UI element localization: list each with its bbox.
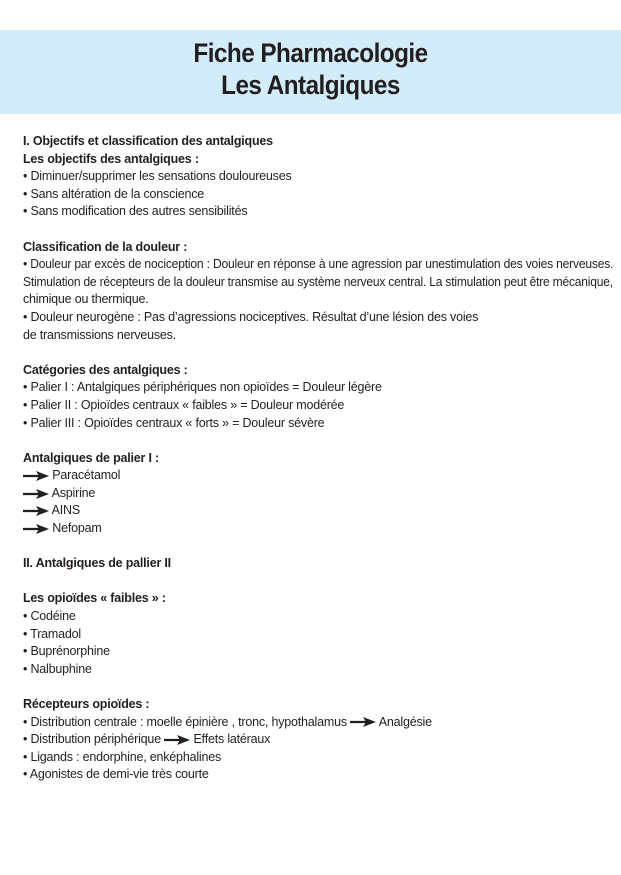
arrow-right-icon (23, 471, 49, 481)
list-item (23, 485, 613, 503)
list-item: • Buprénorphine (23, 644, 110, 659)
list-item (23, 714, 613, 732)
list-item (23, 731, 613, 749)
list-item: • Agonistes de demi-vie très courte (23, 767, 209, 782)
section-heading: II. Antalgiques de pallier II (23, 556, 171, 571)
title-banner (0, 30, 621, 114)
list-item: • Nalbuphine (23, 661, 92, 676)
paragraph-line: Stimulation de récepteurs de la douleur transmise au système nerveux central. La stimulation peut être mécanique, (23, 274, 613, 289)
list-item-label: Aspirine (51, 485, 96, 500)
list-item-label: • Distribution périphérique (23, 732, 161, 747)
section-heading: I. Objectifs et classification des antalgiques (23, 134, 273, 148)
list-item-label: AINS (51, 503, 80, 518)
list-item: • Codéine (23, 609, 76, 624)
subsection-heading: Récepteurs opioïdes : (23, 697, 150, 711)
list-item: • Palier I : Antalgiques périphériques non opioïdes = Douleur légère (23, 380, 382, 395)
subsection-heading: Les opioïdes « faibles » : (23, 591, 166, 606)
arrow-right-icon (350, 717, 376, 727)
list-item (23, 502, 613, 520)
arrow-right-icon (23, 489, 49, 499)
page-title: Fiche Pharmacologie (193, 38, 428, 68)
paragraph-line: chimique ou thermique. (23, 292, 149, 307)
arrow-right-icon (23, 506, 49, 516)
subsection-heading: Les objectifs des antalgiques : (23, 151, 199, 166)
list-item: • Palier III : Opioïdes centraux « forts » = Douleur sévère (23, 415, 325, 430)
paragraph-line: • Douleur par excès de nociception : Douleur en réponse à une agression par unestimulation des voies nerveuses. (23, 257, 614, 272)
list-item: • Ligands : endorphine, enképhalines (23, 749, 222, 764)
subsection-heading: Classification de la douleur : (23, 239, 188, 254)
list-item-result: Effets latéraux (193, 732, 271, 747)
list-item-result: Analgésie (378, 714, 432, 729)
paragraph-line: de transmissions nerveuses. (23, 327, 177, 342)
list-item: • Palier II : Opioïdes centraux « faibles » = Douleur modérée (23, 397, 345, 412)
page-subtitle: Les Antalgiques (221, 70, 400, 100)
list-item: • Sans modification des autres sensibilités (23, 204, 248, 219)
arrow-right-icon (23, 524, 49, 534)
list-item-label: Paracétamol (52, 468, 121, 483)
subsection-heading: Catégories des antalgiques : (23, 362, 188, 377)
list-item-label: Nefopam (52, 521, 102, 536)
list-item (23, 520, 613, 538)
subsection-heading: Antalgiques de palier I : (23, 450, 159, 465)
list-item: • Sans altération de la conscience (23, 186, 205, 201)
list-item: • Tramadol (23, 626, 81, 641)
list-item (23, 467, 613, 485)
arrow-right-icon (164, 735, 190, 745)
list-item: • Diminuer/supprimer les sensations douloureuses (23, 169, 292, 184)
paragraph-line: • Douleur neurogène : Pas d’agressions nociceptives. Résultat d’une lésion des voies (23, 309, 479, 324)
document-body (23, 133, 613, 784)
list-item-label: • Distribution centrale : moelle épinière , tronc, hypothalamus (23, 714, 347, 729)
